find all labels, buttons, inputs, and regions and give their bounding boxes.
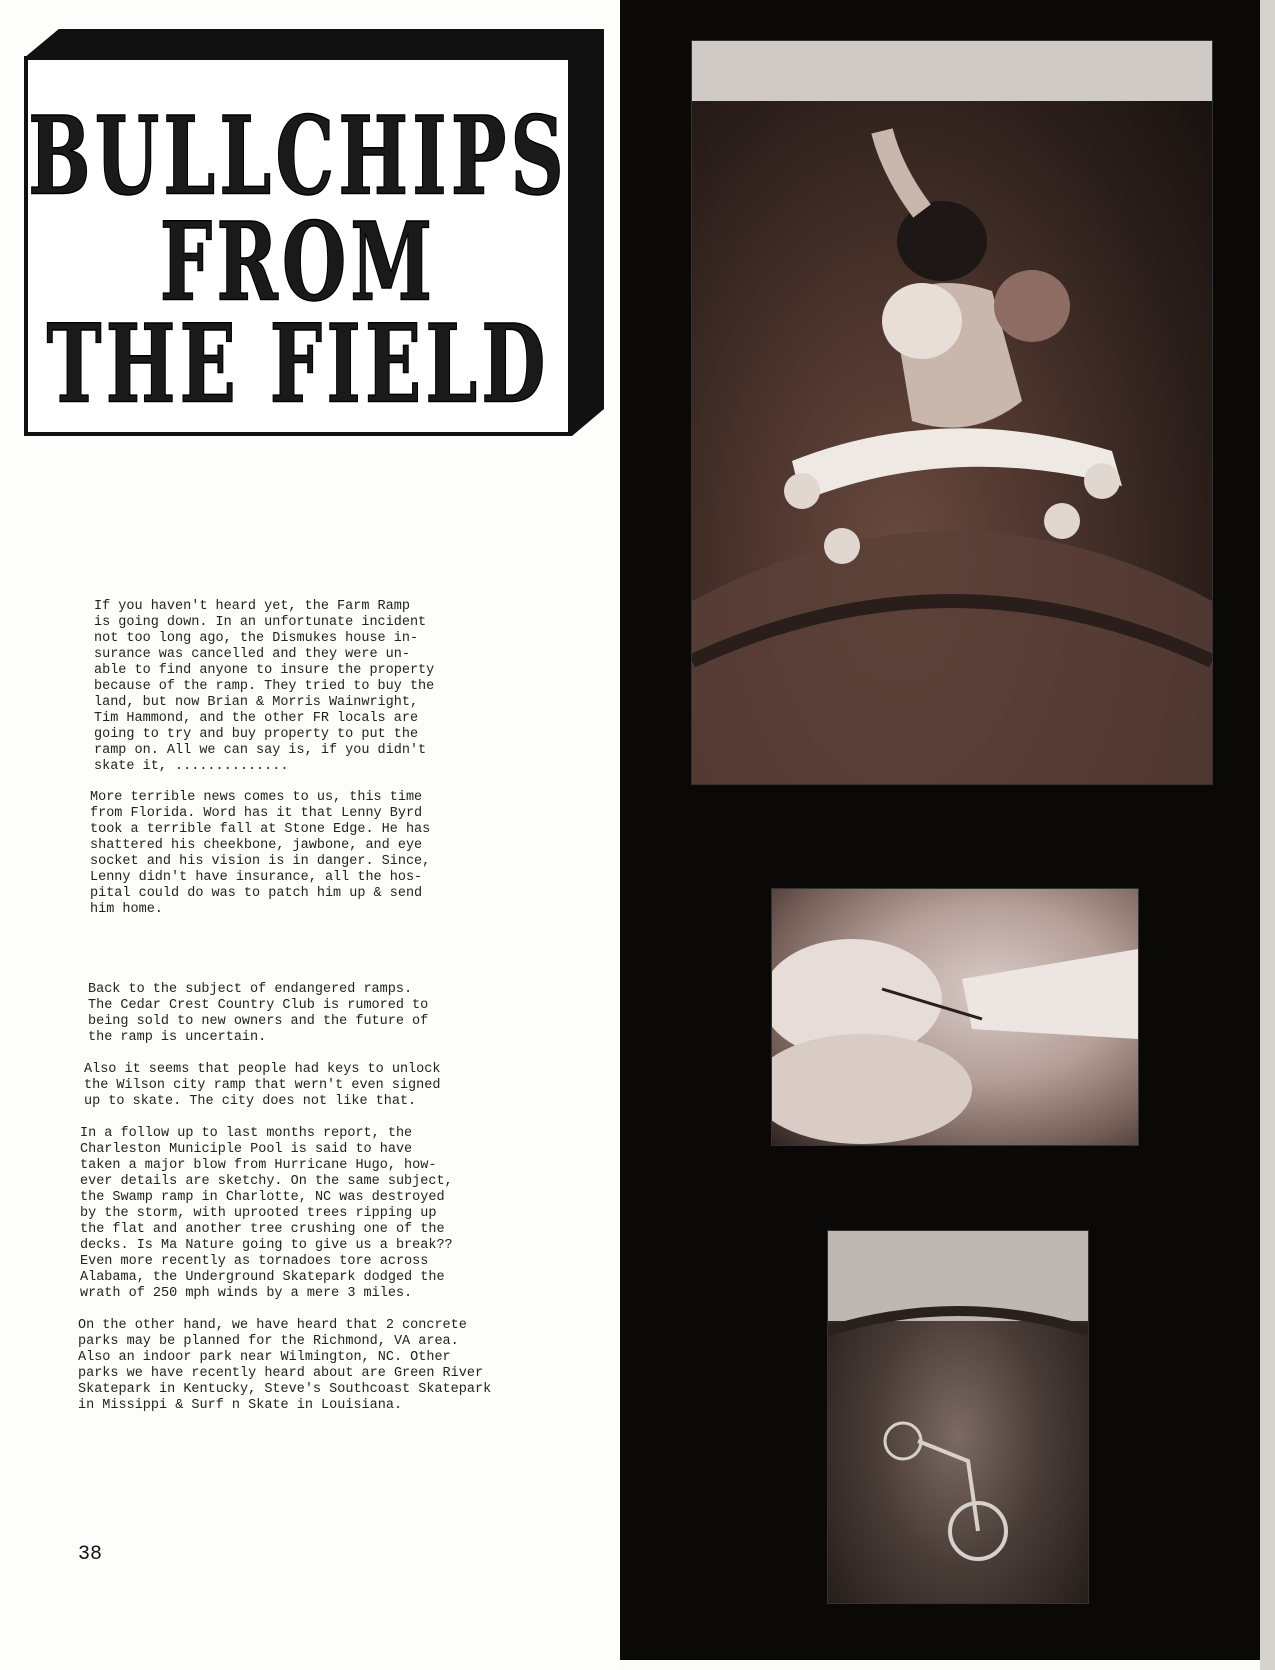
text-column [0,0,620,1670]
paragraph-farm-ramp: If you haven't heard yet, the Farm Ramp is going down. In an unfortunate incident not too long ago, the Dismukes house in- surance was cancelled and they were un- able to find anyone to insure the property because of the ramp. They tried to buy the land, but now Brian & Morris Wainwright, Tim Hammond, and the other FR locals are going to try and buy property to put the ramp on. All we can say is, if you didn't skate it, .............. [94,599,435,774]
paragraph-new-parks: On the other hand, we have heard that 2 concrete parks may be planned for the Richmond, VA area. Also an indoor park near Wilmington, NC. Other parks we have recently heard about are Green River Skatepark in Kentucky, Steve's Southcoast Skatepark in Missippi & Surf n Skate in Louisiana. [78,1318,492,1413]
paragraph-cedar-crest: Back to the subject of endangered ramps. The Cedar Crest Country Club is rumored to being sold to new owners and the future of the ramp is uncertain. [88,982,429,1045]
paragraph-wilson-ramp: Also it seems that people had keys to unlock the Wilson city ramp that wern't even signed up to skate. The city does not like that. [84,1062,441,1109]
title-line-1: BULLCHIPS [28,94,568,220]
paragraph-hurricane-hugo: In a follow up to last months report, the Charleston Municiple Pool is said to have taken a major blow from Hurricane Hugo, how- ever details are sketchy. On the same subject, the Swamp ramp in Charlotte, NC was destroyed by the storm, with uprooted trees ripping up the flat and another tree crushing one of the decks. Is Ma Nature going to give us a break?? Even more recently as tornadoes tore across Alabama, the Underground Skatepark dodged the wrath of 250 mph winds by a mere 3 miles. [80,1126,453,1301]
hands-illustration [772,889,1138,1145]
page-edge [1260,0,1275,1670]
bike-bowl-illustration [828,1231,1088,1603]
title-box [24,56,572,436]
photo-hands [771,888,1139,1146]
title-line-3: THE FIELD [46,302,550,428]
skater-illustration [692,41,1212,784]
page-number: 38 [78,1543,103,1566]
paragraph-lenny-byrd: More terrible news comes to us, this time from Florida. Word has it that Lenny Byrd took a terrible fall at Stone Edge. He has shattered his cheekbone, jawbone, and eye socket and his vision is in danger. Since, Lenny didn't have insurance, all the hos- pital could do was to patch him up & send him home. [90,790,431,917]
photo-bike-bowl [827,1230,1089,1604]
photo-skater-air [691,40,1213,785]
title-line-2: FROM [159,200,437,326]
title-box-depth-top [24,29,604,58]
title-box-depth-right [572,29,604,444]
